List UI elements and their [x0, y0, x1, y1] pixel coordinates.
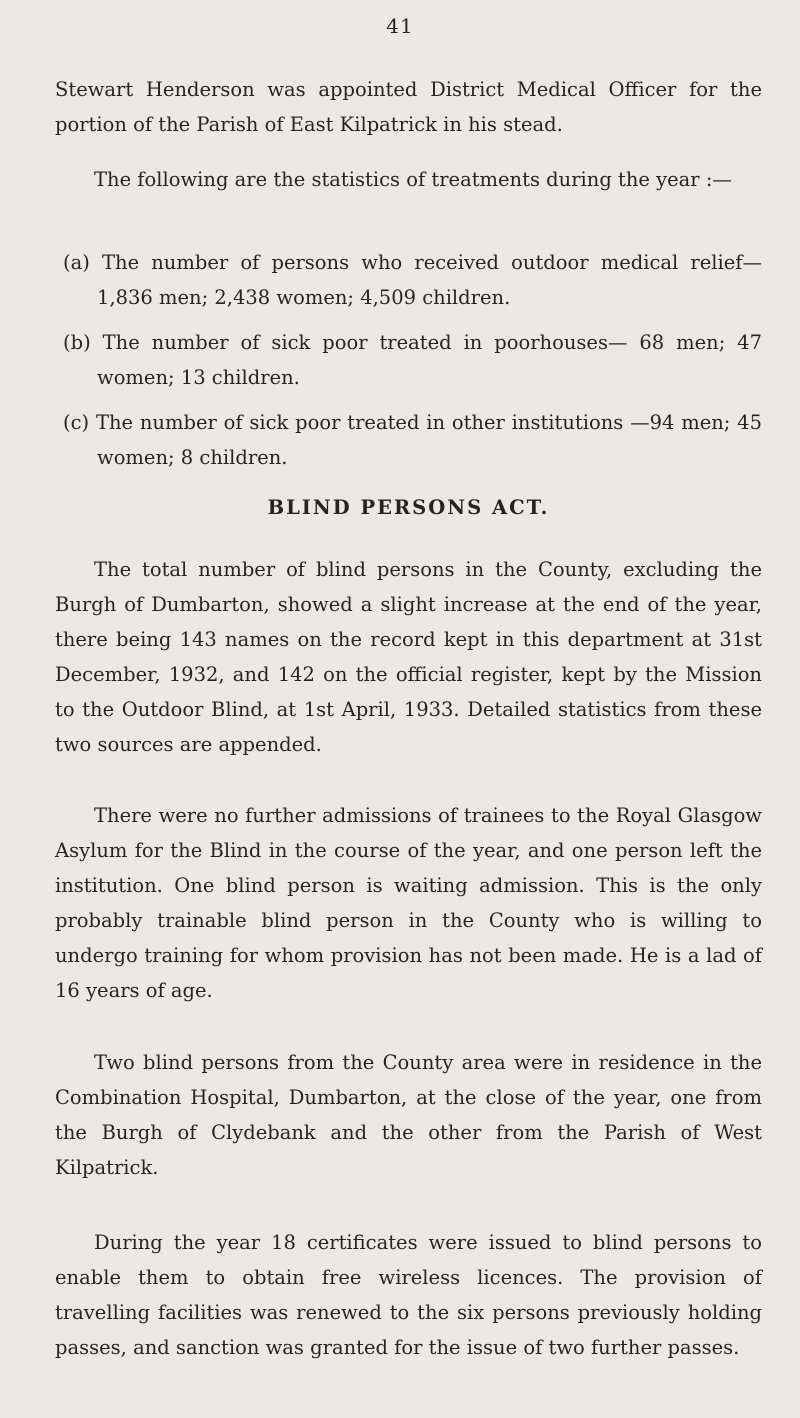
paragraph-wireless-licences: During the year 18 certificates were issued to blind persons to enable them to obtain free wireless licences. The provision of travelling facilities was renewed to the six persons previously holding passes, and sanction was granted for the issue of two further passes. — [55, 1231, 762, 1359]
item-b-label: (b) — [63, 331, 91, 354]
list-item-c — [55, 405, 762, 475]
item-c-label: (c) — [63, 411, 90, 434]
item-a-label: (a) — [63, 251, 90, 274]
page-number: 41 — [386, 14, 414, 38]
paragraph-trainees: There were no further admissions of trainees to the Royal Glasgow Asylum for the Blind in the course of the year, and one person left the institution. One blind person is waiting admission. This is the only probably trainable blind person in the County who is willing to undergo training for whom provision has not been made. He is a lad of 16 years of age. — [55, 804, 762, 1002]
item-c-text: The number of sick poor treated in other institutions —94 men; 45 women; 8 children. — [95, 411, 762, 469]
paragraph-combination-hospital: Two blind persons from the County area were in residence in the Combination Hospital, Dumbarton, at the close of the year, one from the Burgh of Clydebank and the other from the Parish of West Kilpatrick. — [55, 1051, 762, 1179]
item-b-text: The number of sick poor treated in poorhouses— 68 men; 47 women; 13 children. — [97, 331, 762, 389]
paragraph-blind-total: The total number of blind persons in the County, excluding the Burgh of Dumbarton, showed a slight increase at the end of the year, there being 143 names on the record kept in this department at 31st December, 1932, and 142 on the official register, kept by the Mission to the Outdoor Blind, at 1st April, 1933. Detailed statistics from these two sources are appended. — [55, 558, 762, 756]
section-heading: BLIND PERSONS ACT. — [267, 496, 550, 519]
item-a-text: The number of persons who received outdoor medical relief—1,836 men; 2,438 women; 4,509 children. — [97, 251, 762, 309]
list-item-b — [55, 325, 762, 395]
paragraph-statistics-intro: The following are the statistics of treatments during the year :— — [94, 168, 732, 191]
list-item-a — [55, 245, 762, 315]
paragraph-stewart-henderson: Stewart Henderson was appointed District Medical Officer for the portion of the Parish of East Kilpatrick in his stead. — [55, 78, 762, 136]
section-heading-block — [55, 490, 762, 525]
